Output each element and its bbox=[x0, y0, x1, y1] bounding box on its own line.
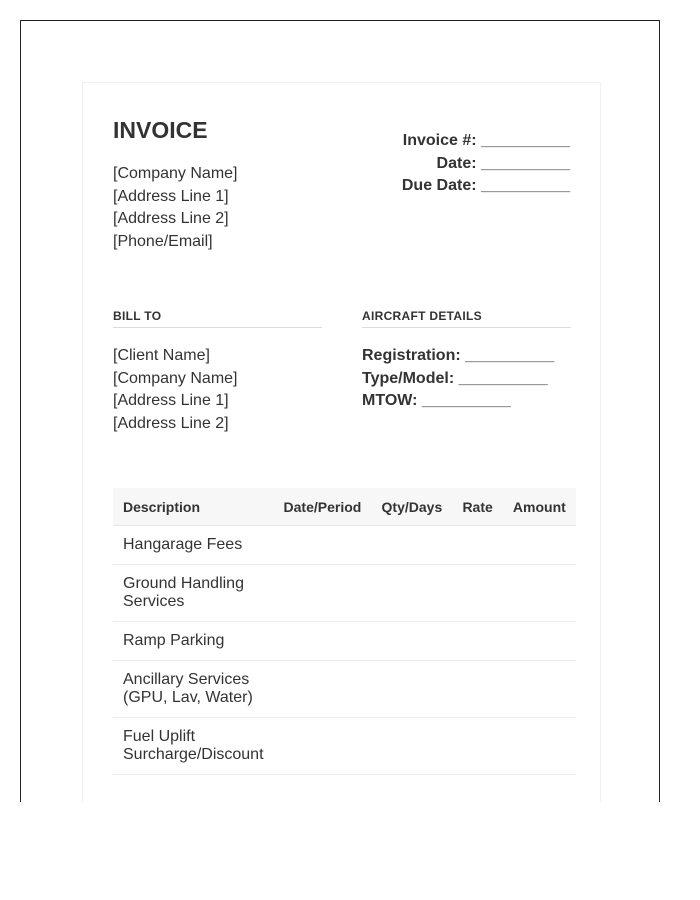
mtow-field[interactable]: __________ bbox=[421, 392, 511, 409]
row-qty-days-cell[interactable] bbox=[372, 526, 453, 565]
company-address-line-1: [Address Line 1] bbox=[113, 187, 229, 205]
invoice-date-row bbox=[402, 153, 570, 176]
bill-to-heading: BILL TO bbox=[113, 309, 322, 328]
company-address-line-2: [Address Line 2] bbox=[113, 210, 229, 227]
invoice-number-field[interactable]: __________ bbox=[481, 132, 570, 149]
row-date-period-cell[interactable] bbox=[274, 718, 372, 775]
row-rate-cell[interactable] bbox=[452, 718, 502, 775]
row-amount-cell[interactable] bbox=[503, 718, 576, 775]
column-header-description: Description bbox=[113, 488, 274, 526]
client-company-name: [Company Name] bbox=[113, 369, 238, 387]
client-address-line-2: [Address Line 2] bbox=[113, 414, 229, 432]
due-date-label: Due Date: bbox=[401, 177, 477, 194]
row-rate-cell[interactable] bbox=[452, 526, 502, 565]
type-model-row bbox=[362, 368, 571, 391]
mtow-label: MTOW: bbox=[362, 392, 418, 409]
column-header-date-period: Date/Period bbox=[274, 488, 372, 526]
registration-label: Registration: bbox=[362, 347, 461, 364]
bill-to-section bbox=[113, 309, 322, 435]
row-description: Fuel Uplift Surcharge/Discount bbox=[113, 718, 274, 775]
row-amount-cell[interactable] bbox=[503, 661, 576, 718]
company-phone-email: [Phone/Email] bbox=[113, 232, 213, 250]
row-qty-days-cell[interactable] bbox=[372, 622, 453, 661]
company-name: [Company Name] bbox=[113, 165, 238, 182]
row-qty-days-cell[interactable] bbox=[372, 718, 453, 775]
row-date-period-cell[interactable] bbox=[274, 661, 372, 718]
bill-to-body bbox=[113, 345, 322, 435]
invoice-date-label: Date: bbox=[436, 154, 477, 172]
row-rate-cell[interactable] bbox=[452, 565, 502, 622]
column-header-qty-days: Qty/Days bbox=[372, 488, 453, 526]
mtow-row bbox=[362, 390, 571, 413]
row-amount-cell[interactable] bbox=[503, 526, 576, 565]
aircraft-details-heading: AIRCRAFT DETAILS bbox=[362, 309, 571, 328]
row-description: Ramp Parking bbox=[113, 622, 274, 661]
invoice-number-label: Invoice #: bbox=[402, 132, 477, 149]
registration-field[interactable]: __________ bbox=[465, 347, 555, 364]
table-row bbox=[113, 526, 576, 565]
row-rate-cell[interactable] bbox=[452, 661, 502, 718]
document-frame bbox=[20, 20, 660, 802]
row-description: Ancillary Services (GPU, Lav, Water) bbox=[113, 661, 274, 718]
row-date-period-cell[interactable] bbox=[274, 565, 372, 622]
line-items-table bbox=[113, 488, 576, 775]
registration-row bbox=[362, 345, 571, 368]
company-block bbox=[113, 163, 238, 253]
row-description: Ground Handling Services bbox=[113, 565, 274, 622]
invoice-meta bbox=[402, 130, 570, 198]
type-model-label: Type/Model: bbox=[362, 369, 455, 387]
client-address-line-1: [Address Line 1] bbox=[113, 392, 229, 409]
column-header-rate: Rate bbox=[452, 488, 502, 526]
invoice-page bbox=[82, 82, 601, 802]
row-amount-cell[interactable] bbox=[503, 622, 576, 661]
table-row bbox=[113, 622, 576, 661]
aircraft-details-section bbox=[362, 309, 571, 413]
row-description: Hangarage Fees bbox=[113, 526, 274, 565]
row-date-period-cell[interactable] bbox=[274, 622, 372, 661]
table-row bbox=[113, 661, 576, 718]
table-header-row bbox=[113, 488, 576, 526]
row-amount-cell[interactable] bbox=[503, 565, 576, 622]
type-model-field[interactable]: __________ bbox=[458, 369, 548, 387]
aircraft-details-body bbox=[362, 345, 571, 413]
invoice-title: INVOICE bbox=[113, 117, 208, 143]
row-date-period-cell[interactable] bbox=[274, 526, 372, 565]
due-date-field[interactable]: __________ bbox=[481, 177, 570, 194]
due-date-row bbox=[402, 175, 570, 198]
client-name: [Client Name] bbox=[113, 347, 210, 364]
column-header-amount: Amount bbox=[503, 488, 576, 526]
row-qty-days-cell[interactable] bbox=[372, 565, 453, 622]
invoice-number-row bbox=[402, 130, 570, 153]
invoice-date-field[interactable]: __________ bbox=[481, 154, 570, 172]
row-rate-cell[interactable] bbox=[452, 622, 502, 661]
table-row bbox=[113, 718, 576, 775]
table-row bbox=[113, 565, 576, 622]
row-qty-days-cell[interactable] bbox=[372, 661, 453, 718]
